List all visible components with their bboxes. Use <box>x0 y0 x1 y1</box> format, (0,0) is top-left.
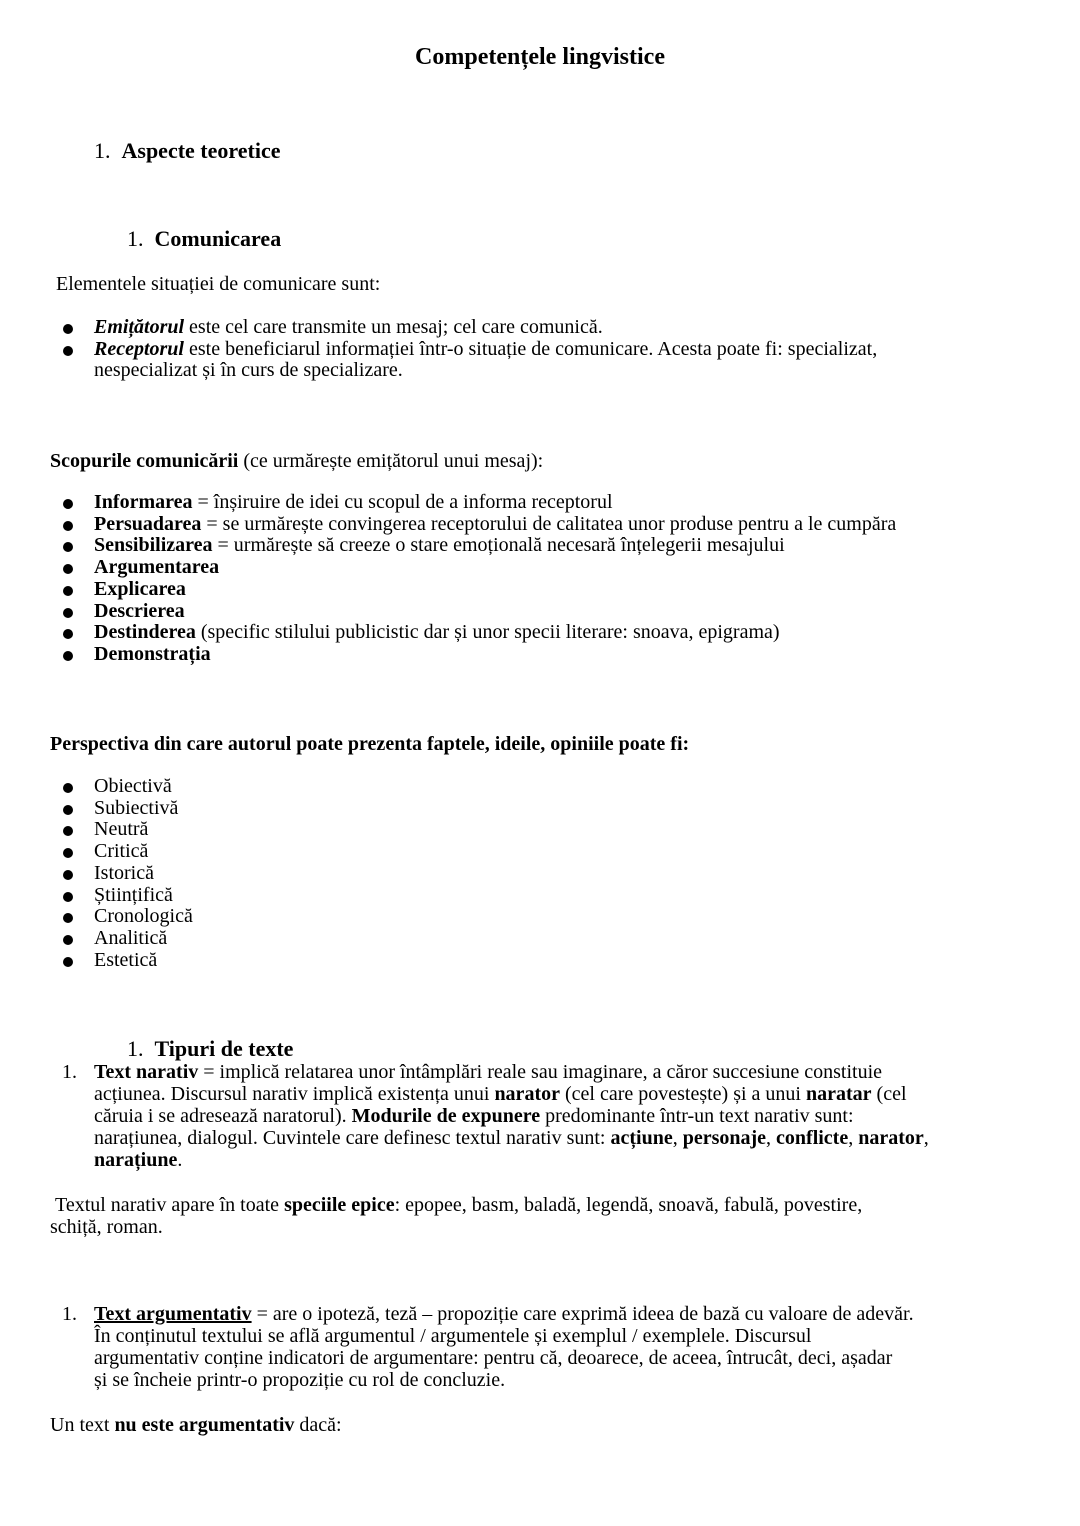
list-item: Informarea = înșiruire de idei cu scopul de a informa receptorul <box>58 492 896 514</box>
argumentativ-number: 1. <box>62 1303 77 1325</box>
scopuri-heading: Scopurile comunicării (ce urmărește emițătorul unui mesaj): <box>50 450 544 472</box>
list-item: Cronologică <box>58 906 193 928</box>
narativ-paragraph: Text narativ = implică relatarea unor întâmplări reale sau imaginare, a căror succesiune constituie acțiunea. Discursul narativ implică existența unui narator (cel care povestește) și a unui naratar (cel căruia i se adresează naratorul). Modurile de expunere predominante într-un text narativ sunt: narațiunea, dialogul. Cuvintele care definesc textul narativ sunt: acțiune, personaje, conflicte, narator, narațiune. <box>94 1061 929 1171</box>
narativ-species-paragraph: Textul narativ apare în toate speciile epice: epopee, basm, baladă, legendă, snoavă, fabulă, povestire, schiță, roman. <box>50 1194 863 1238</box>
list-item: Obiectivă <box>58 776 193 798</box>
list-item: Analitică <box>58 928 193 950</box>
subsection-number: 1. <box>127 226 144 251</box>
subsection-number: 1. <box>127 1036 144 1061</box>
perspectiva-heading: Perspectiva din care autorul poate prezenta faptele, ideile, opiniile poate fi: <box>50 733 690 755</box>
subsection-heading-tipuri <box>127 1036 293 1062</box>
list-item: Critică <box>58 841 193 863</box>
list-item: Estetică <box>58 950 193 972</box>
section-number: 1. <box>94 138 111 163</box>
section-title: Aspecte teoretice <box>121 138 281 163</box>
list-item: Persuadarea = se urmărește convingerea receptorului de calitatea unor produse pentru a le cumpăra <box>58 514 896 536</box>
list-item: Sensibilizarea = urmărește să creeze o stare emoțională necesară înțelegerii mesajului <box>58 535 896 557</box>
elements-list <box>58 317 877 382</box>
perspective-list <box>58 776 193 971</box>
scopuri-list <box>58 492 896 666</box>
list-item: Subiectivă <box>58 798 193 820</box>
nu-argumentativ-line: Un text nu este argumentativ dacă: <box>50 1414 342 1436</box>
list-item-continuation: nespecializat și în curs de specializare. <box>94 359 403 382</box>
list-item: Demonstrația <box>58 644 896 666</box>
subsection-title: Comunicarea <box>154 226 282 251</box>
subsection-heading-comunicarea <box>127 226 281 252</box>
list-item: Istorică <box>58 863 193 885</box>
list-item: Argumentarea <box>58 557 896 579</box>
list-item: Receptorul este beneficiarul informației într-o situație de comunicare. Acesta poate fi: specializat, <box>58 339 877 361</box>
narativ-number: 1. <box>62 1061 77 1083</box>
document-title: Competențele lingvistice <box>415 44 665 70</box>
list-item: Destinderea (specific stilului publicistic dar și unor specii literare: snoava, epigrama) <box>58 622 896 644</box>
argumentativ-paragraph: Text argumentativ = are o ipoteză, teză – propoziție care exprimă ideea de bază cu valoare de adevăr. În conținutul textului se află argumentul / argumentele și exemplul / exemplele. Discursul argumentativ conține indicatori de argumentare: pentru că, deoarece, de aceea, întrucât, deci, așadar și se încheie printr-o propoziție cu rol de concluzie. <box>94 1303 914 1391</box>
elements-intro: Elementele situației de comunicare sunt: <box>56 273 381 295</box>
list-item: Explicarea <box>58 579 896 601</box>
section-heading-aspecte <box>94 138 281 164</box>
list-item: Descrierea <box>58 601 896 623</box>
list-item: Științifică <box>58 885 193 907</box>
subsection-title: Tipuri de texte <box>154 1036 294 1061</box>
list-item: Neutră <box>58 819 193 841</box>
list-item: Emițătorul este cel care transmite un mesaj; cel care comunică. <box>58 317 877 339</box>
